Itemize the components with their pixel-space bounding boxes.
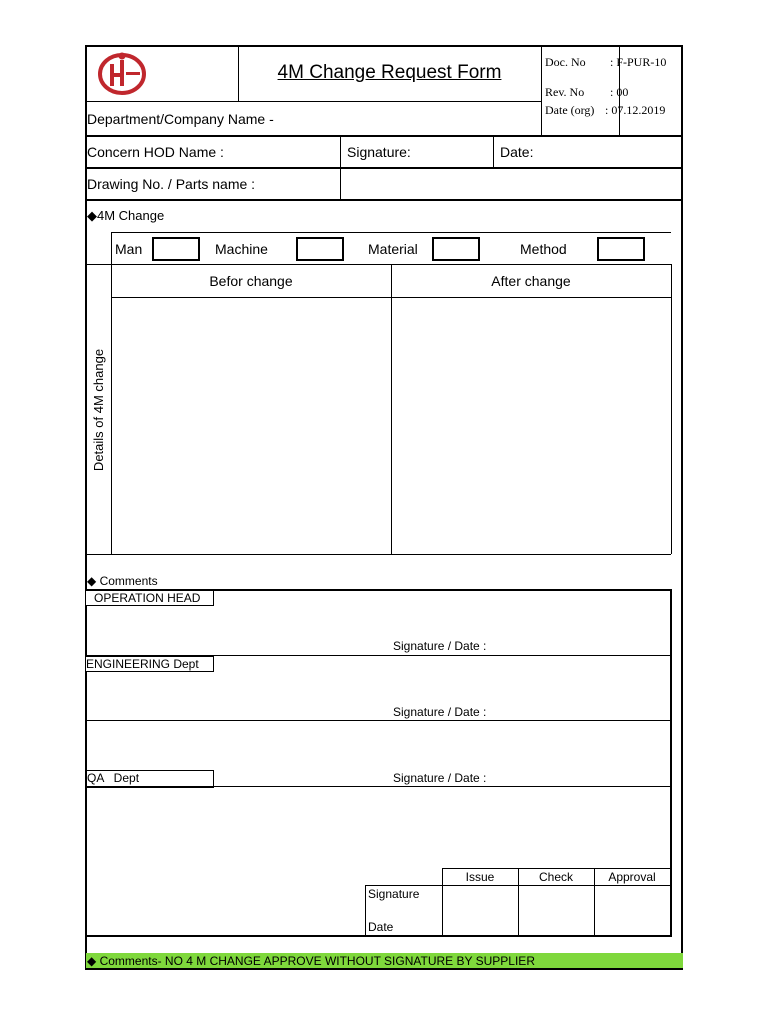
form-title: 4M Change Request Form: [277, 62, 502, 83]
doc-no-value: : F-PUR-10: [610, 55, 667, 69]
before-change-header: Befor change: [209, 273, 293, 289]
approval-approval-header: Approval: [608, 870, 656, 884]
date-label: Date:: [500, 144, 534, 160]
man-label: Man: [115, 241, 143, 257]
check-signature-cell[interactable]: [519, 886, 594, 936]
details-4m-change-label: Details of 4M change: [91, 348, 106, 472]
qa-dept-tag: QA Dept: [87, 771, 140, 785]
method-label: Method: [520, 241, 567, 257]
approval-check-header: Check: [538, 870, 573, 884]
signature-date-qa: Signature / Date :: [393, 771, 487, 785]
approval-signature-cell[interactable]: [595, 886, 670, 936]
rev-no-label: Rev. No: [545, 85, 585, 99]
footer-note: ◆ Comments- NO 4 M CHANGE APPROVE WITHOUT SIGNATURE BY SUPPLIER: [87, 954, 535, 968]
man-checkbox[interactable]: [152, 237, 200, 261]
method-checkbox[interactable]: [597, 237, 645, 261]
signature-date-engineering: Signature / Date :: [393, 705, 487, 719]
material-label: Material: [368, 241, 418, 257]
concern-hod-label: Concern HOD Name :: [87, 144, 224, 160]
machine-checkbox[interactable]: [296, 237, 344, 261]
approval-date-label: Date: [368, 920, 394, 934]
after-change-header: After change: [491, 273, 571, 289]
operation-head-tag: OPERATION HEAD: [86, 590, 214, 606]
drawing-parts-label: Drawing No. / Parts name :: [87, 176, 256, 192]
signature-label: Signature:: [347, 144, 411, 160]
signature-date-operation: Signature / Date :: [393, 639, 487, 653]
rev-no-value: : 00: [610, 85, 629, 99]
date-org-label: Date (org): [545, 103, 595, 117]
issue-signature-cell[interactable]: [443, 886, 518, 936]
4m-change-heading: ◆4M Change: [87, 208, 165, 223]
frame-top: [85, 45, 683, 47]
before-change-area[interactable]: [112, 298, 391, 554]
after-change-area[interactable]: [392, 298, 671, 554]
comments-heading: ◆ Comments: [87, 574, 158, 588]
company-logo-icon: [96, 50, 152, 96]
department-label: Department/Company Name -: [87, 111, 274, 127]
approval-issue-header: Issue: [465, 870, 495, 884]
approval-signature-label: Signature: [368, 887, 420, 901]
date-org-value: : 07.12.2019: [605, 103, 666, 117]
material-checkbox[interactable]: [432, 237, 480, 261]
doc-no-label: Doc. No: [545, 55, 586, 69]
engineering-dept-tag: ENGINEERING Dept: [86, 656, 214, 672]
machine-label: Machine: [215, 241, 268, 257]
frame-right: [681, 45, 683, 970]
